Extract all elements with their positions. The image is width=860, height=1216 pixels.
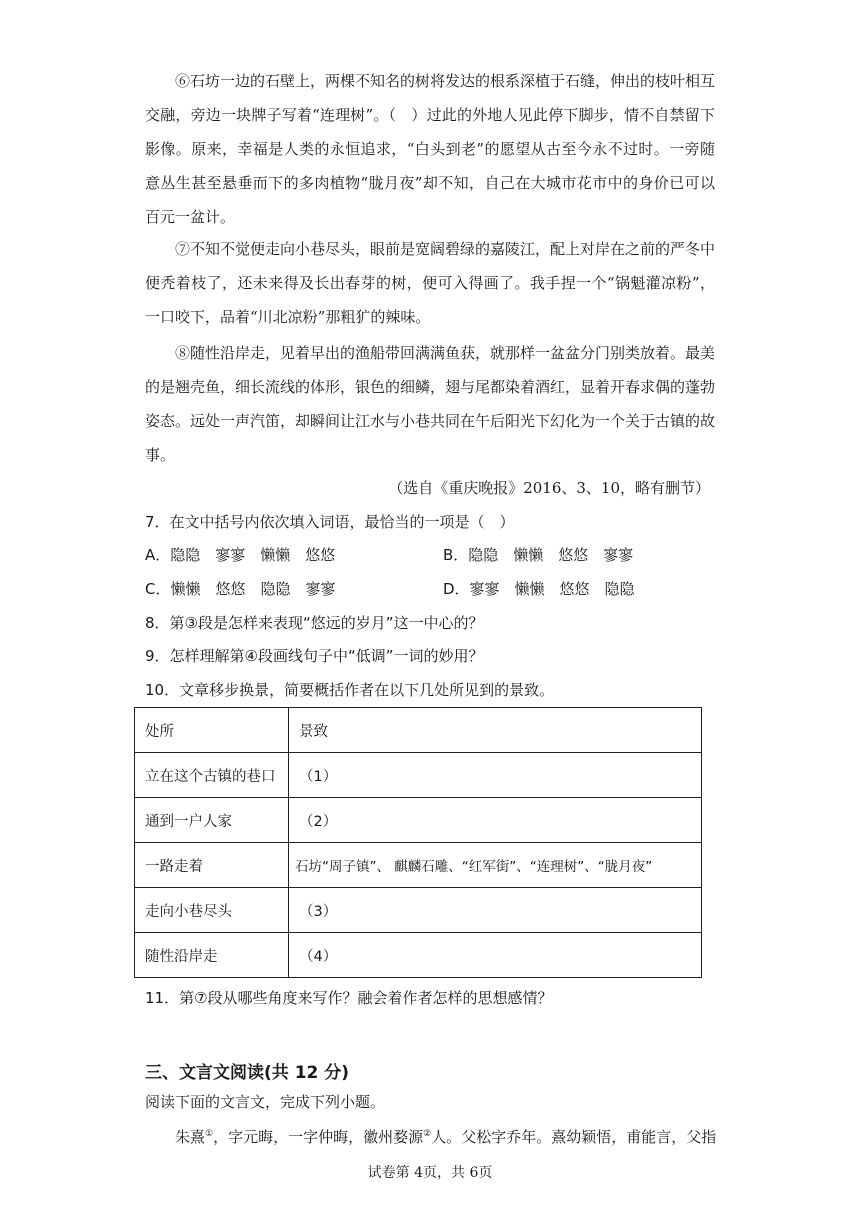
table-row bbox=[135, 798, 702, 843]
paragraph-8: ⑧随性沿岸走，见着早出的渔船带回满满鱼获，就那样一盆盆分门别类放着。最美的是翘壳鱼，细长流线的体形，银色的细鳞，翅与尾都染着酒红，显着开春求偶的蓬勃姿态。远处一声汽笛，却瞬间让江水与小巷共同在午后阳光下幻化为一个关于古镇的故事。 bbox=[145, 344, 716, 464]
table-cell-scene: 石坊“周子镇”、 麒麟石雕、“红军街”、“连理树”、“胧月夜” bbox=[289, 843, 702, 888]
question-8: 8．第③段是怎样来表现“悠远的岁月”这一中心的？ bbox=[145, 614, 484, 632]
paragraph-7: ⑦不知不觉便走向小巷尽头，眼前是宽阔碧绿的嘉陵江，配上对岸在之前的严冬中便秃着枝了，还未来得及长出春芽的树，便可入得画了。我手捏一个“锅魁灌凉粉”，一口咬下，品着“川北凉粉”那粗犷的辣味。 bbox=[145, 240, 716, 326]
table-row bbox=[135, 888, 702, 933]
table-header-cell: 处所 bbox=[135, 708, 289, 753]
table-cell-place: 一路走着 bbox=[135, 843, 289, 888]
question-7: 7．在文中括号内依次填入词语，最恰当的一项是（ ） bbox=[145, 513, 515, 531]
table-cell-scene: （4） bbox=[289, 933, 702, 978]
table-row bbox=[135, 933, 702, 978]
source-citation: （选自《重庆晚报》2016、3、10，略有删节） bbox=[388, 479, 710, 497]
table-cell-place: 通到一户人家 bbox=[135, 798, 289, 843]
paragraph-6: ⑥石坊一边的石壁上，两棵不知名的树将发达的根系深植于石缝，伸出的枝叶相互交融，旁边一块牌子写着“连理树”。（ ）过此的外地人见此停下脚步，情不自禁留下影像。原来，幸福是人类的永恒追求，“白头到老”的愿望从古至今永不过时。一旁随意丛生甚至悬垂而下的多肉植物“胧月夜”却不知，自己在大城市花市中的身价已可以百元一盆计。 bbox=[145, 72, 716, 226]
section-instruction: 阅读下面的文言文，完成下列小题。 bbox=[145, 1093, 386, 1111]
table-row bbox=[135, 753, 702, 798]
option-d: D．寥寥 懒懒 悠悠 隐隐 bbox=[443, 580, 635, 598]
table-cell-place: 走向小巷尽头 bbox=[135, 888, 289, 933]
page-footer: 试卷第 4页，共 6页 bbox=[367, 1165, 493, 1181]
footnote-marker: ② bbox=[423, 1129, 432, 1139]
footnote-marker: ① bbox=[205, 1129, 214, 1139]
table-cell-place: 随性沿岸走 bbox=[135, 933, 289, 978]
text-segment: 朱熹 bbox=[175, 1128, 206, 1146]
text-segment: 人。父松字乔年。熹幼颖悟，甫能言，父指 bbox=[431, 1128, 717, 1146]
table-header-row bbox=[135, 708, 702, 753]
table-row bbox=[135, 843, 702, 888]
option-c: C．懒懒 悠悠 隐隐 寥寥 bbox=[145, 580, 336, 598]
question-9: 9．怎样理解第④段画线句子中“低调”一词的妙用？ bbox=[145, 647, 484, 665]
table-cell-scene: （1） bbox=[289, 753, 702, 798]
text-segment: ，字元晦，一字仲晦，徽州婺源 bbox=[213, 1128, 424, 1146]
section-title: 三、文言文阅读(共 12 分) bbox=[145, 1063, 350, 1083]
table-cell-scene: （2） bbox=[289, 798, 702, 843]
table-cell-place: 立在这个古镇的巷口 bbox=[135, 753, 289, 798]
classical-text-first-line bbox=[175, 1124, 716, 1147]
table-cell-scene: （3） bbox=[289, 888, 702, 933]
option-b: B．隐隐 懒懒 悠悠 寥寥 bbox=[443, 546, 634, 564]
question-11: 11．第⑦段从哪些角度来写作？融会着作者怎样的思想感情？ bbox=[145, 989, 553, 1007]
option-a: A．隐隐 寥寥 懒懒 悠悠 bbox=[145, 546, 336, 564]
question-10: 10．文章移步换景，简要概括作者在以下几处所见到的景致。 bbox=[145, 681, 555, 699]
scenery-table bbox=[134, 707, 702, 978]
table-header-cell: 景致 bbox=[289, 708, 702, 753]
